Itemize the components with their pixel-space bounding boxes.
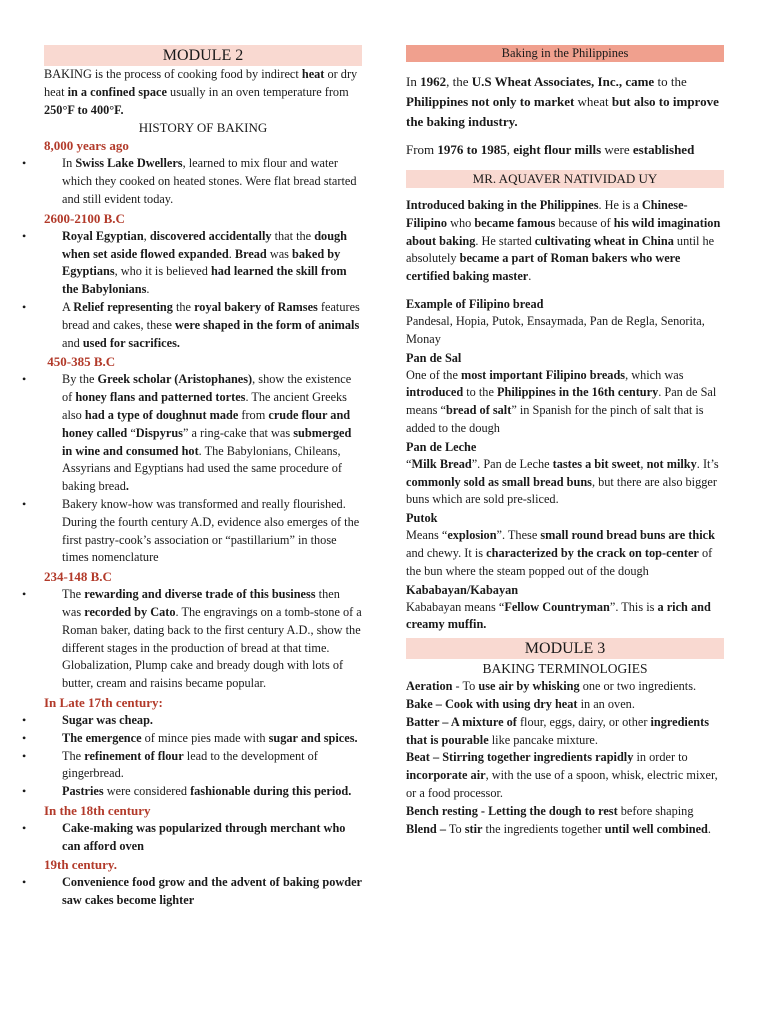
pan-de-leche-text: “Milk Bread”. Pan de Leche tastes a bit sweet, not milky. It’s commonly sold as small bread buns, but there are also bigger buns which are sold pre-sliced. — [406, 456, 719, 507]
era-heading-2600: 2600-2100 B.C — [44, 210, 125, 226]
pan-de-leche-label: Pan de Leche — [406, 439, 477, 454]
term-bake: Bake – Cook with using dry heat in an oven. — [406, 696, 635, 711]
era-heading-17th: In Late 17th century: — [44, 694, 163, 710]
era-heading-18th: In the 18th century — [44, 802, 151, 818]
bullet-icon: • — [22, 875, 27, 890]
bullet-cake-making: • Cake-making was popularized through merchant who can afford oven — [22, 820, 346, 853]
term-aeration: Aeration - To use air by whisking one or two ingredients. — [406, 679, 697, 694]
bullet-icon: • — [22, 820, 27, 835]
bullet-icon: • — [22, 496, 27, 511]
term-beat: Beat – Stirring together ingredients rapidly in order to incorporate air, with the use of a spoon, whisk, electric mixer, or a food processor. — [406, 750, 718, 800]
bullet-mince-pies: • The emergence of mince pies made with sugar and spices. — [44, 730, 362, 748]
right-column — [406, 45, 724, 838]
era-heading-8000: 8,000 years ago — [44, 138, 129, 154]
left-column — [22, 45, 362, 910]
term-batter: Batter – A mixture of flour, eggs, dairy, or other ingredients that is pourable like pancake mixture. — [406, 714, 710, 747]
bullet-royal-egyptian: • Royal Egyptian, discovered accidentally that the dough when set aside flowed expanded. Bread was baked by Egyptians, who it is believed had learned the skill from the Babylonians. — [22, 228, 348, 297]
history-of-baking-heading: HISTORY OF BAKING — [138, 120, 268, 136]
bullet-icon: • — [22, 299, 27, 314]
bullet-bakery-know-how: • Bakery know-how was transformed and really flourished. During the fourth century A.D, evidence also emerges of the first pastry-cook’s association or “pastillarium” in those times nomenclature — [22, 496, 360, 565]
bullet-icon: • — [22, 712, 27, 727]
bullet-icon: • — [22, 748, 27, 763]
bullet-icon: • — [22, 730, 27, 745]
paragraph-1962: In 1962, the U.S Wheat Associates, Inc., came to the Philippines not only to market wheat but also to improve the baking industry. — [406, 74, 719, 129]
bullet-swiss-lake: • In Swiss Lake Dwellers, learned to mix flour and water which they cooked on heated stones. Were flat bread started and still evident today. — [22, 156, 357, 206]
putok-text: Means “explosion”. These small round bread buns are thick and chewy. It is characterized by the crack on top-center of the bun where the steam popped out of the dough — [406, 528, 715, 578]
baking-philippines-header: Baking in the Philippines — [406, 45, 724, 62]
baking-definition: BAKING is the process of cooking food by indirect heat or dry heat in a confined space usually in an oven temperature from 250°F to 400°F. — [44, 67, 358, 117]
term-bench-resting: Bench resting - Letting the dough to rest before shaping — [406, 803, 694, 818]
mr-aquaver-header: MR. AQUAVER NATIVIDAD UY — [406, 170, 724, 188]
bullet-pastries: • Pastries were considered fashionable during this period. — [44, 783, 362, 801]
pan-de-sal-label: Pan de Sal — [406, 350, 462, 365]
era-heading-450: 450-385 B.C — [44, 354, 116, 370]
putok-label: Putok — [406, 511, 438, 526]
bullet-sugar-cheap: • Sugar was cheap. — [44, 712, 362, 730]
bullet-relief-ramses: • A Relief representing the royal bakery of Ramses features bread and cakes, these were shaped in the form of animals and used for sacrifices. — [22, 299, 360, 350]
bullet-icon: • — [22, 156, 27, 171]
bullet-icon: • — [22, 372, 27, 387]
module-3-header: MODULE 3 — [406, 638, 724, 659]
era-heading-234: 234-148 B.C — [44, 569, 112, 585]
kababayan-label: Kababayan/Kabayan — [406, 582, 519, 597]
example-bread-label: Example of Filipino bread — [406, 296, 544, 311]
bullet-icon: • — [22, 784, 27, 799]
bullet-convenience-food: • Convenience food grow and the advent of baking powder saw cakes become lighter — [22, 875, 362, 908]
term-blend: Blend – To stir the ingredients together until well combined. — [406, 821, 711, 836]
bullet-icon: • — [22, 587, 27, 602]
pan-de-sal-text: One of the most important Filipino breads, which was introduced to the Philippines in the 16th century. Pan de Sal means “bread of salt” in Spanish for the pinch of salt that is added to the dough — [406, 367, 717, 435]
era-heading-19th: 19th century. — [44, 857, 117, 873]
kababayan-text: Kababayan means “Fellow Countryman”. This is a rich and creamy muffin. — [406, 599, 711, 632]
paragraph-aquaver: Introduced baking in the Philippines. He is a Chinese-Filipino who became famous because of his wild imagination about baking. He started cultivating wheat in China until he absolutely became a part of Roman bakers who were certified baking master. — [406, 198, 721, 284]
bullet-greek-scholar: • By the Greek scholar (Aristophanes), show the existence of honey flans and patterned tortes. The ancient Greeks also had a type of doughnut made from crude flour and honey called “Dispyrus” a ring-cake that was submerged in wine and consumed hot. The Babylonians, Chileans, Assyrians and Egyptians had used the same procedure of baking bread. — [22, 372, 352, 494]
bullet-icon: • — [22, 228, 27, 243]
module-2-header: MODULE 2 — [44, 45, 362, 66]
bullet-gingerbread: • The refinement of flour lead to the development of gingerbread. — [22, 748, 318, 781]
paragraph-flour-mills: From 1976 to 1985, eight flour mills were established — [406, 142, 695, 157]
example-bread-list: Pandesal, Hopia, Putok, Ensaymada, Pan de Regla, Senorita, Monay — [406, 313, 705, 346]
baking-terminologies-heading: BAKING TERMINOLOGIES — [482, 661, 648, 677]
bullet-cato: • The rewarding and diverse trade of this business then was recorded by Cato. The engravings on a tomb-stone of a Roman baker, dating back to the first century A.D., show the different stages in the production of bread at that time. Globalization, Plump cake and bready dough with lots of butter, cream and raisins became popular. — [22, 587, 362, 691]
